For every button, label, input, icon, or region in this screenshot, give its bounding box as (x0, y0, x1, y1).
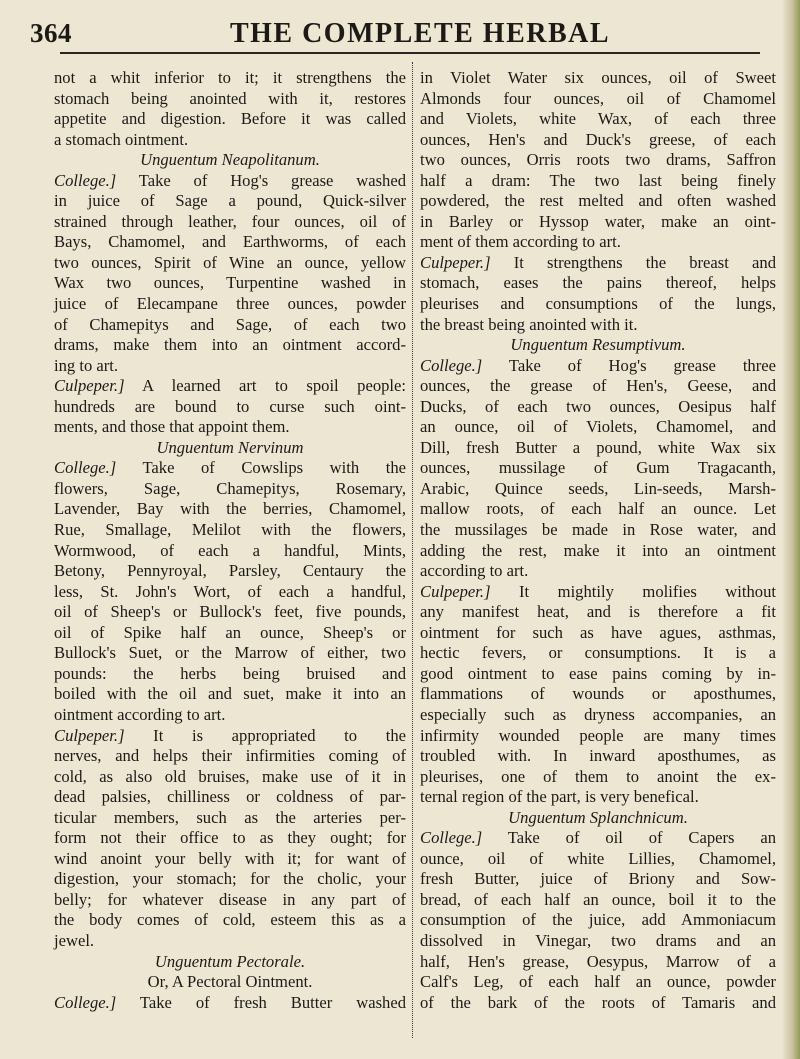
text-line: belly; for whatever disease in any part of (54, 889, 406, 909)
source-label: College.] (420, 828, 483, 848)
text-line: Arabic, Quince seeds, Lin-seeds, Marsh- (420, 478, 776, 498)
text-line: pleurises, one of them to anoint the ex- (420, 766, 776, 786)
text-line: and Violets, white Wax, of each three (420, 109, 776, 129)
text-line: in Barley or Hyssop water, make an oint- (420, 211, 776, 231)
text-line: of the bark of the roots of Tamaris and (420, 992, 776, 1012)
text-line: College.] Take of Hog's grease washed (54, 170, 406, 190)
text-line: Culpeper.] It is appropriated to the (54, 725, 406, 745)
text-line: ments, and those that appoint them. (54, 417, 290, 437)
text-line: wind anoint your belly with it; for want of (54, 848, 406, 868)
text-line: stomach being anointed with it, restores (54, 88, 406, 108)
source-label: College.] (54, 170, 117, 190)
text-line: dissolved in Vinegar, two drams and an (420, 930, 776, 950)
source-label: College.] (420, 355, 483, 375)
text-line: ounces, mussilage of Gum Tragacanth, (420, 458, 776, 478)
text-line: a stomach ointment. (54, 129, 189, 149)
text-line: drams, make them into an ointment accord- (54, 335, 406, 355)
text-line: cold, as also old bruises, make use of it in (54, 766, 406, 786)
page-edge (782, 0, 800, 1059)
text-line: two ounces, Spirit of Wine an ounce, yellow (54, 252, 406, 272)
text-line: Rue, Smallage, Melilot with the flowers, (54, 520, 406, 540)
text-line: bread, of each half an ounce, boil it to the (420, 889, 776, 909)
text-line: consumption of the juice, add Ammoniacum (420, 910, 776, 930)
text-line: ointment for such as have agues, asthmas, (420, 622, 776, 642)
right-column (420, 68, 776, 1013)
text-line: in Violet Water six ounces, oil of Sweet (420, 68, 776, 87)
text-line: flowers, Sage, Chamepitys, Rosemary, (54, 478, 406, 498)
source-label: College.] (54, 992, 117, 1012)
text-line: ointment according to art. (54, 704, 226, 724)
text-line: troubled with. In inward aposthumes, as (420, 746, 776, 766)
text-line: powdered, the rest melted and often washed (420, 191, 776, 211)
text-line: juice of Elecampane three ounces, powder (54, 294, 406, 314)
text-line: ing to art. (54, 355, 119, 375)
text-line: College.] Take of fresh Butter washed (54, 992, 406, 1012)
text-line: half, Hen's grease, Oesypus, Marrow of a (420, 951, 776, 971)
text-line: nerves, and helps their infirmities coming of (54, 746, 406, 766)
text-line: hundreds are bound to curse such oint- (54, 396, 406, 416)
text-line: pleurises and consumptions of the lungs, (420, 294, 776, 314)
text-line: form not their office to as they ought; for (54, 828, 406, 848)
text-line: in juice of Sage a pound, Quick-silver (54, 191, 406, 211)
text-line: not a whit inferior to it; it strengthens the (54, 68, 406, 87)
section-heading: Unguentum Neapolitanum. (140, 150, 320, 170)
text-line: oil of Spike half an ounce, Sheep's or (54, 622, 406, 642)
text-line: ounce, oil of white Lillies, Chamomel, (420, 848, 776, 868)
text-line: jewel. (54, 930, 95, 950)
text-line: ounces, Hen's and Duck's greese, of each (420, 129, 776, 149)
text-line: Culpeper.] It strengthens the breast and (420, 252, 776, 272)
source-label: Culpeper.] (420, 581, 491, 601)
text-line: two ounces, Orris roots two drams, Saffron (420, 150, 776, 170)
text-line: oil of Sheep's or Bullock's feet, five pounds, (54, 602, 406, 622)
text-line: adding the rest, make it into an ointment (420, 540, 776, 560)
text-line: Wormwood, of each a handful, Mints, (54, 540, 406, 560)
text-line: of Chamepitys and Sage, of each two (54, 314, 406, 334)
source-label: Culpeper.] (420, 252, 491, 272)
text-line: Ducks, of each two ounces, Oesipus half (420, 396, 776, 416)
text-line: pounds: the herbs being bruised and (54, 663, 406, 683)
section-subheading: Or, A Pectoral Ointment. (147, 972, 313, 992)
text-line: Bays, Chamomel, and Earthworms, of each (54, 232, 406, 252)
text-line: College.] Take of Hog's grease three (420, 355, 776, 375)
text-line: digestion, your stomach; for the cholic, your (54, 869, 406, 889)
text-line: the breast being anointed with it. (420, 314, 638, 334)
header-rule (60, 52, 760, 54)
text-line: appetite and digestion. Before it was called (54, 109, 406, 129)
text-line: less, St. John's Wort, of each a handful, (54, 581, 406, 601)
text-line: mallow roots, of each half an ounce. Let (420, 499, 776, 519)
text-line: fresh Butter, juice of Briony and Sow- (420, 869, 776, 889)
text-line: good ointment to ease pains coming by in- (420, 663, 776, 683)
text-line: half a dram: The two last being finely (420, 170, 776, 190)
text-line: especially such as dryness accompanies, an (420, 704, 776, 724)
text-line: the mussilages be made in Rose water, and (420, 520, 776, 540)
text-line: the body comes of cold, esteem this as a (54, 910, 406, 930)
text-line: according to art. (420, 561, 529, 581)
text-line: ment of them according to art. (420, 232, 621, 252)
page-number: 364 (30, 18, 72, 48)
source-label: College.] (54, 458, 117, 478)
source-label: Culpeper.] (54, 376, 125, 396)
text-line: Wax two ounces, Turpentine washed in (54, 273, 406, 293)
text-line: ternal region of the part, is very benefical. (420, 787, 699, 807)
text-line: College.] Take of oil of Capers an (420, 828, 776, 848)
left-column (54, 68, 406, 1013)
text-line: strained through leather, four ounces, oil of (54, 211, 406, 231)
section-heading: Unguentum Nervinum (156, 437, 304, 457)
text-line: Betony, Pennyroyal, Parsley, Centaury the (54, 561, 406, 581)
section-heading: Unguentum Splanchnicum. (508, 807, 688, 827)
text-line: Culpeper.] A learned art to spoil people: (54, 376, 406, 396)
text-line: Calf's Leg, of each half an ounce, powder (420, 972, 776, 992)
section-heading: Unguentum Resumptivum. (510, 335, 686, 355)
running-title: THE COMPLETE HERBAL (229, 18, 611, 49)
section-heading: Unguentum Pectorale. (154, 951, 306, 971)
text-line: Bullock's Suet, or the Marrow of either, two (54, 643, 406, 663)
text-line: Almonds four ounces, oil of Chamomel (420, 88, 776, 108)
column-divider (412, 62, 413, 1038)
text-line: stomach, eases the pains thereof, helps (420, 273, 776, 293)
text-line: infirmity wounded people are many times (420, 725, 776, 745)
text-line: dead palsies, chilliness or coldness of par- (54, 787, 406, 807)
text-line: any manifest heat, and is therefore a fit (420, 602, 776, 622)
text-line: flammations of wounds or aposthumes, (420, 684, 776, 704)
text-line: Culpeper.] It mightily molifies without (420, 581, 776, 601)
text-line: Dill, fresh Butter a pound, white Wax six (420, 437, 776, 457)
text-line: ticular members, such as the arteries per- (54, 807, 406, 827)
text-line: an ounce, oil of Violets, Chamomel, and (420, 417, 776, 437)
text-line: hectic fevers, or consumptions. It is a (420, 643, 776, 663)
text-line: boiled with the oil and suet, make it into an (54, 684, 406, 704)
source-label: Culpeper.] (54, 725, 125, 745)
text-line: College.] Take of Cowslips with the (54, 458, 406, 478)
text-line: ounces, the grease of Hen's, Geese, and (420, 376, 776, 396)
text-line: Lavender, Bay with the berries, Chamomel, (54, 499, 406, 519)
